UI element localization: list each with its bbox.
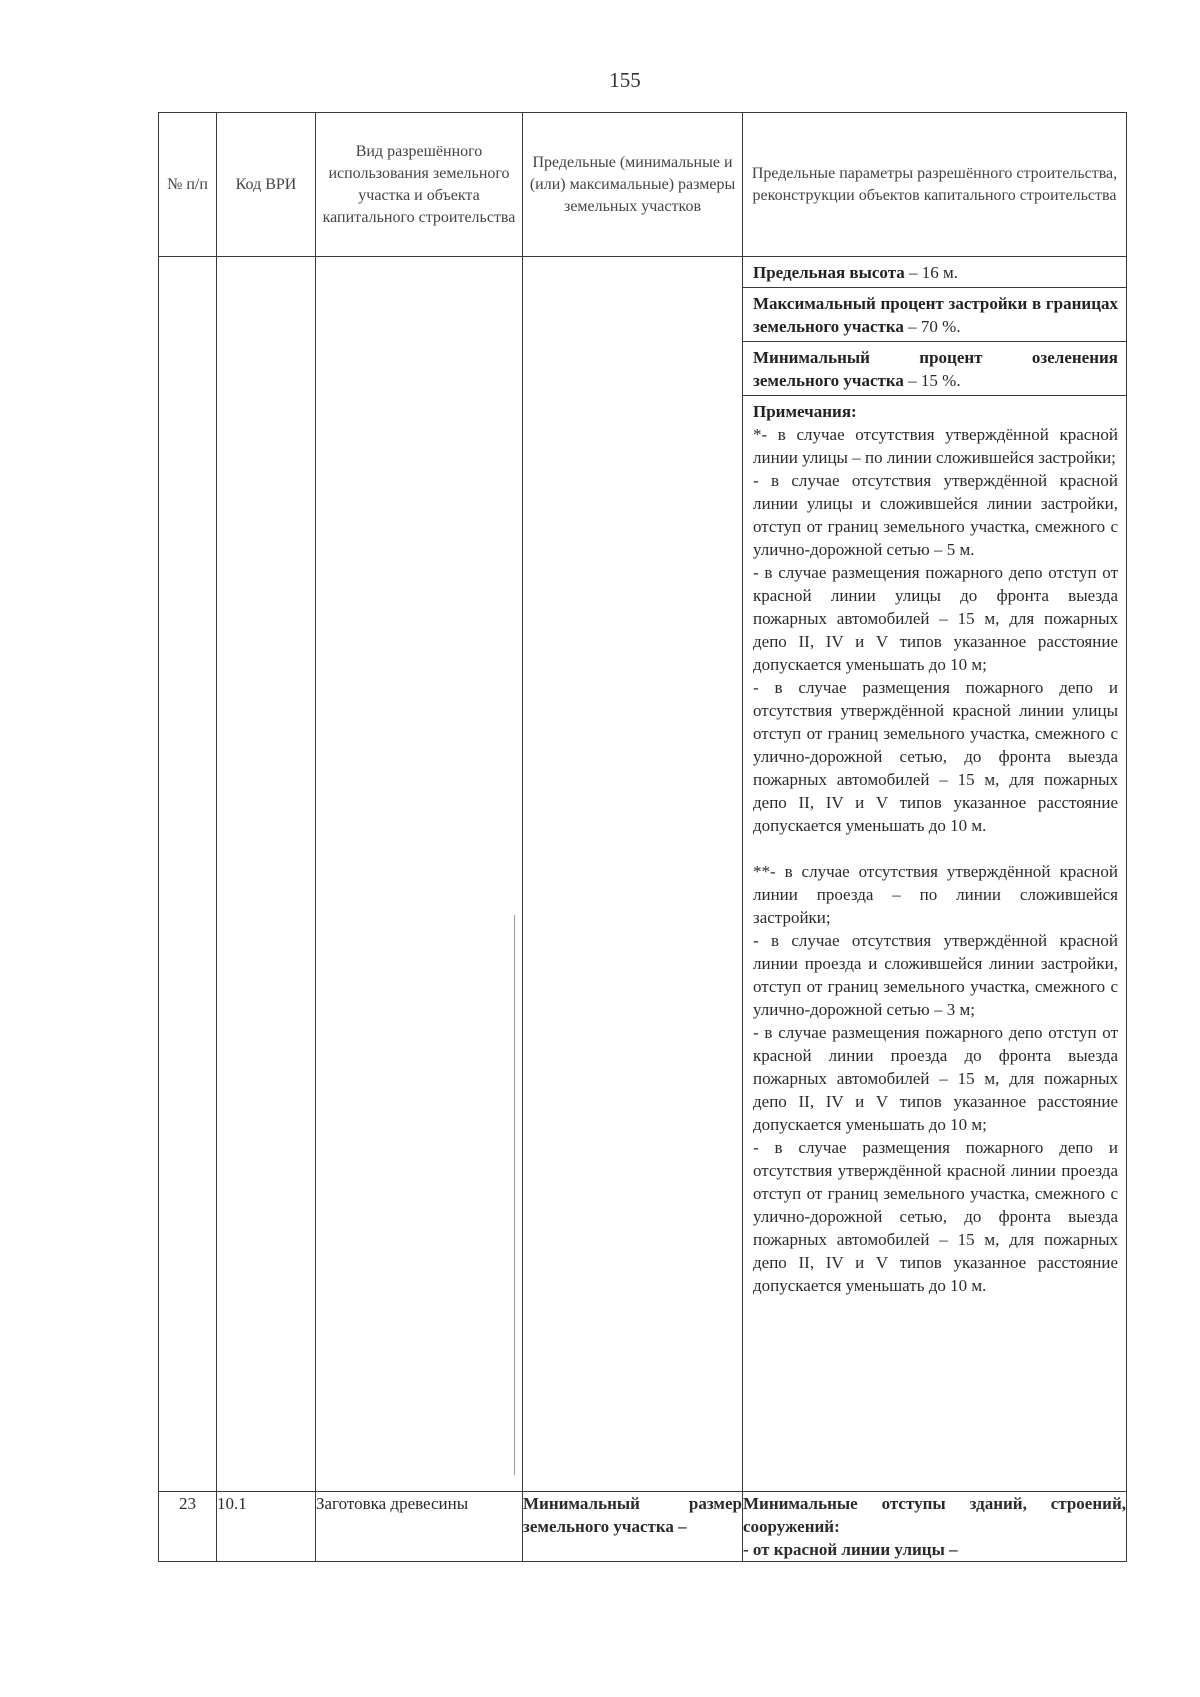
param-build-value: – 70 %. [903,317,961,336]
note-2: - в случае отсутствия утверждённой красной линии улицы и сложившейся линии застройки, отступ от границ земельного участка, смежного с улично-дорожной сетью – 5 м. [753,471,1118,559]
header-use: Вид разрешённого использования земельного участка и объекта капитального строительства [316,113,523,257]
cell-use-empty [316,257,523,1492]
row23-params [743,1492,1127,1562]
note-6: - в случае отсутствия утверждённой красной линии проезда и сложившейся линии застройки, отступ от границ земельного участка, смежного с улично-дорожной сетью – 3 м; [753,931,1118,1019]
cell-code-empty [217,257,316,1492]
row23-params-line1: Минимальные отступы зданий, строений, сооружений: [743,1494,1126,1536]
param-height [743,257,1126,288]
row23-num: 23 [159,1492,217,1562]
page-number: 155 [609,68,641,92]
row23-code: 10.1 [217,1492,316,1562]
note-4: - в случае размещения пожарного депо и отсутствия утверждённой красной линии улицы отступ от границ земельного участка, смежного с улично-дорожной сетью, до фронта выезда пожарных автомобилей – 15 м, для пожарных депо II, IV и V типов указанное расстояние допускается уменьшать до 10 м. [753,678,1118,835]
notes-block [743,396,1126,1300]
cell-size-empty [523,257,743,1492]
header-size: Предельные (минимальные и (или) максимальные) размеры земельных участков [523,113,743,257]
table-row-continuation [159,257,1127,1492]
regulations-table [158,112,1127,1562]
header-params: Предельные параметры разрешённого строительства, реконструкции объектов капитального строительства [743,113,1127,257]
param-build-percent [743,288,1126,342]
param-green-percent [743,342,1126,396]
cell-num-empty [159,257,217,1492]
notes-title: Примечания: [753,402,857,421]
notes-spacer [753,837,1118,860]
param-green-label: Минимальный процент озеленения земельного участка [753,348,1118,390]
note-5: **- в случае отсутствия утверждённой красной линии проезда – по линии сложившейся застройки; [753,862,1118,927]
row23-size: Минимальный размер земельного участка – [523,1492,743,1562]
note-1: *- в случае отсутствия утверждённой красной линии улицы – по линии сложившейся застройки; [753,425,1118,467]
param-height-label: Предельная высота [753,263,905,282]
table-row-23 [159,1492,1127,1562]
header-num: № п/п [159,113,217,257]
table-header-row [159,113,1127,257]
scan-artifact-line [514,915,515,1475]
param-green-value: – 15 %. [903,371,961,390]
note-7: - в случае размещения пожарного депо отступ от красной линии проезда до фронта выезда пожарных автомобилей – 15 м, для пожарных депо II, IV и V типов указанное расстояние допускается уменьшать до 10 м; [753,1023,1118,1134]
row23-params-line2: - от красной линии улицы – [743,1540,958,1559]
row23-use: Заготовка древесины [316,1492,523,1562]
note-8: - в случае размещения пожарного депо и отсутствия утверждённой красной линии проезда отступ от границ земельного участка, смежного с улично-дорожной сетью, до фронта выезда пожарных автомобилей – 15 м, для пожарных депо II, IV и V типов указанное расстояние допускается уменьшать до 10 м. [753,1138,1118,1295]
param-build-label: Максимальный процент застройки в границах земельного участка [753,294,1118,336]
cell-params-continuation [743,257,1127,1492]
note-3: - в случае размещения пожарного депо отступ от красной линии улицы до фронта выезда пожарных автомобилей – 15 м, для пожарных депо II, IV и V типов указанное расстояние допускается уменьшать до 10 м; [753,563,1118,674]
header-code: Код ВРИ [217,113,316,257]
param-height-value: – 16 м. [904,263,959,282]
